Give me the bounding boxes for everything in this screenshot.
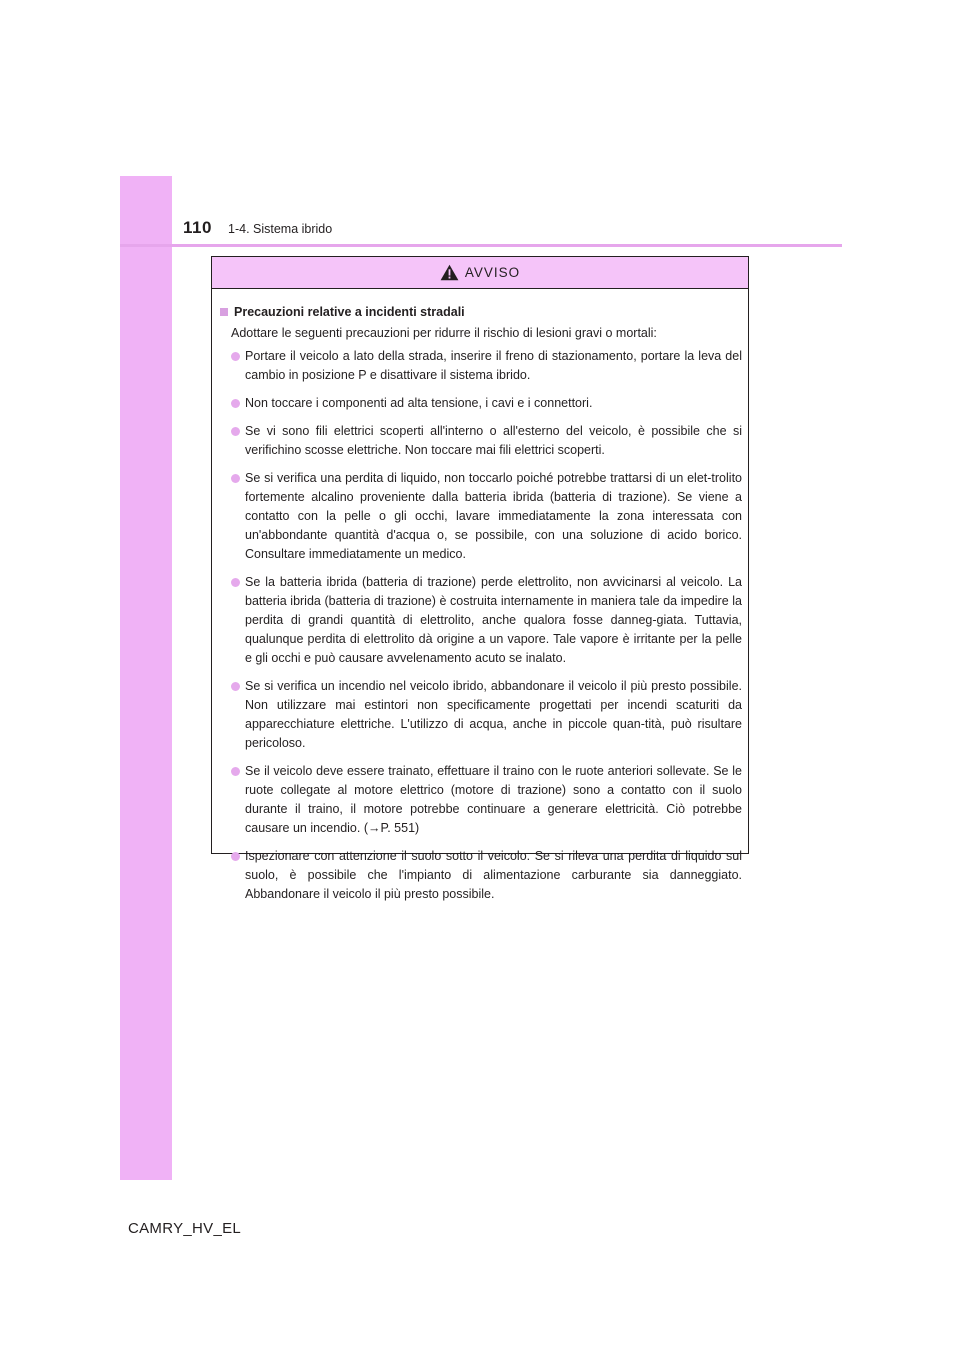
warning-title: AVVISO [464, 265, 521, 280]
warning-intro: Adottare le seguenti precauzioni per ridurre il rischio di lesioni gravi o mortali: [231, 326, 657, 340]
bullet-icon [231, 474, 240, 483]
bullet-icon [231, 852, 240, 861]
list-item [231, 762, 742, 838]
subheading-text: Precauzioni relative a incidenti stradali [234, 305, 465, 319]
list-item-text: Se si verifica una perdita di liquido, non toccarlo poiché potrebbe trattarsi di un elet-trolito fortemente alcalino proveniente dalla batteria ibrida (batteria di trazione). Se viene a contatto con la pelle o gli occhi, lavare immediatamente la zona interessata con un'abbondante quantità d'acqua o, se possibile, con una soluzione di acido borico. Consultare immediatamente un medico. [245, 471, 742, 561]
bullet-icon [231, 352, 240, 361]
list-item [231, 677, 742, 753]
list-item [231, 394, 742, 413]
list-item-text: Se la batteria ibrida (batteria di trazione) perde elettrolito, non avvicinarsi al veicolo. La batteria ibrida (batteria di trazione) è costruita internamente in maniera tale da impedire la perdita di grandi quantità di elettrolito, anche qualora fosse danneg-giata. Tuttavia, qualunque perdita di elettrolito dà origine a un vapore. Tale vapore è irritante per la pelle e gli occhi e può causare avvelenamento acuto se inalato. [245, 575, 742, 665]
header-rule [120, 244, 842, 247]
bullet-icon [231, 682, 240, 691]
bullet-icon [231, 399, 240, 408]
list-item [231, 847, 742, 904]
model-code: CAMRY_HV_EL [128, 1220, 242, 1237]
warning-header [212, 257, 748, 289]
bullet-icon [231, 767, 240, 776]
warning-subheading [220, 303, 742, 322]
warning-box [211, 256, 749, 901]
list-item-text: Se il veicolo deve essere trainato, effettuare il traino con le ruote anteriori sollevate. Se le ruote collegate al motore elettrico (motore di trazione) sono a contatto con il suolo durante il traino, il motore potrebbe continuare a generare elettricità. Ciò potrebbe causare un incendio. (→P. 551) [245, 764, 742, 835]
square-bullet-icon [220, 308, 228, 316]
side-band [120, 176, 172, 1180]
list-item-text: Ispezionare con attenzione il suolo sotto il veicolo. Se si rileva una perdita di liquido sul suolo, è possibile che l'impianto di alimentazione carburante sia danneggiato. Abbandonare il veicolo il più presto possibile. [245, 849, 742, 901]
bullet-icon [231, 427, 240, 436]
precaution-list [220, 347, 742, 904]
warning-triangle-icon [440, 264, 459, 281]
list-item [231, 347, 742, 385]
list-item-text: Portare il veicolo a lato della strada, inserire il freno di stazionamento, portare la leva del cambio in posizione P e disattivare il sistema ibrido. [245, 349, 742, 382]
list-item [231, 422, 742, 460]
page-number: 110 [183, 218, 212, 237]
list-item [231, 573, 742, 668]
list-item-text: Non toccare i componenti ad alta tensione, i cavi e i connettori. [245, 396, 593, 410]
section-title: 1-4. Sistema ibrido [228, 222, 333, 236]
list-item [231, 469, 742, 564]
warning-body [212, 289, 748, 904]
list-item-text: Se vi sono fili elettrici scoperti all'interno o all'esterno del veicolo, è possibile che si verifichino scosse elettriche. Non toccare mai fili elettrici scoperti. [245, 424, 742, 457]
list-item-text: Se si verifica un incendio nel veicolo ibrido, abbandonare il veicolo il più presto possibile. Non utilizzare mai estintori non specificamente progettati per incendi scaturiti da apparecchiature elettriche. L'utilizzo di acqua, anche in piccole quan-tità, può risultare pericoloso. [245, 679, 742, 750]
bullet-icon [231, 578, 240, 587]
